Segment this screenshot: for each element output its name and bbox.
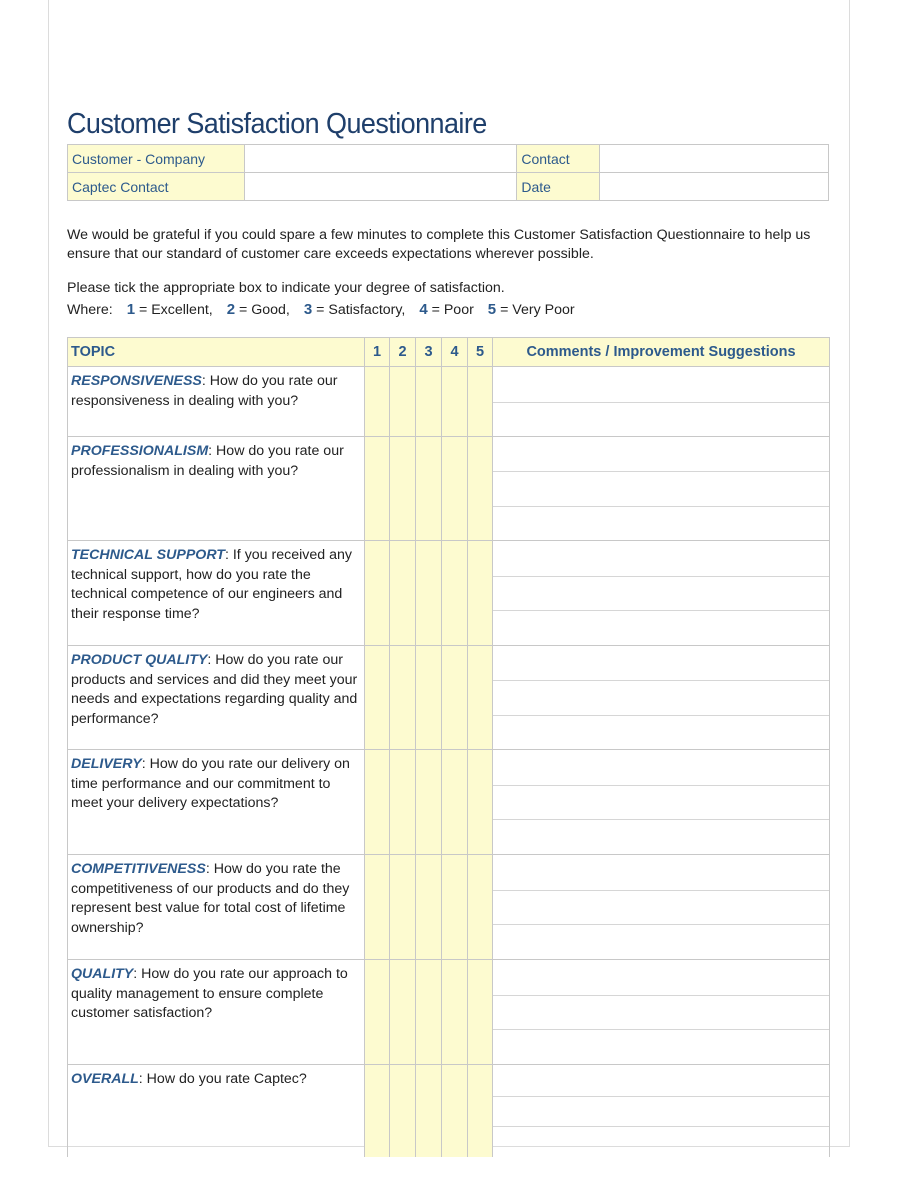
rating-box-3[interactable] xyxy=(416,855,442,960)
question-keyword: PROFESSIONALISM xyxy=(71,443,209,459)
rating-header-4: 4 xyxy=(442,338,468,367)
rating-box-5[interactable] xyxy=(468,855,493,960)
scale-num-1: 1 xyxy=(126,301,136,318)
question-keyword: QUALITY xyxy=(71,966,134,982)
customer-company-field[interactable] xyxy=(244,145,517,173)
rating-box-1[interactable] xyxy=(365,541,390,646)
intro-paragraph: We would be grateful if you could spare a few minutes to complete this Customer Satisfaction Questionnaire to help us ensure that our standard of customer care exceeds expectations wherever possible. xyxy=(67,227,811,262)
question-topic xyxy=(68,1065,365,1158)
rating-box-2[interactable] xyxy=(390,541,416,646)
question-keyword: RESPONSIVENESS xyxy=(71,373,202,389)
question-keyword: DELIVERY xyxy=(71,756,142,772)
rating-box-4[interactable] xyxy=(442,1065,468,1158)
question-row xyxy=(68,367,830,437)
rating-box-1[interactable] xyxy=(365,855,390,960)
rating-box-2[interactable] xyxy=(390,855,416,960)
question-text: : How do you rate our approach to quality management to ensure complete customer satisfaction? xyxy=(71,966,348,1021)
question-topic xyxy=(68,437,365,541)
question-text: : How do you rate the competitiveness of our products and do they represent best value for total cost of lifetime ownership? xyxy=(71,861,350,936)
comment-field[interactable] xyxy=(493,646,830,750)
question-keyword: PRODUCT QUALITY xyxy=(71,652,208,668)
rating-box-4[interactable] xyxy=(442,541,468,646)
question-row xyxy=(68,855,830,960)
rating-box-1[interactable] xyxy=(365,646,390,750)
scale-text-3: = Satisfactory, xyxy=(316,302,406,318)
rating-header-1: 1 xyxy=(365,338,390,367)
comment-line xyxy=(493,576,829,577)
page-title: Customer Satisfaction Questionnaire xyxy=(67,108,487,140)
contact-label: Contact xyxy=(517,145,600,173)
comment-line xyxy=(493,1096,829,1097)
rating-box-2[interactable] xyxy=(390,437,416,541)
question-topic xyxy=(68,541,365,646)
rating-box-3[interactable] xyxy=(416,1065,442,1158)
comment-line xyxy=(493,890,829,891)
rating-box-1[interactable] xyxy=(365,960,390,1065)
rating-box-5[interactable] xyxy=(468,1065,493,1158)
rating-box-3[interactable] xyxy=(416,960,442,1065)
question-text: : How do you rate our responsiveness in dealing with you? xyxy=(71,373,338,409)
scale-text-4: = Poor xyxy=(431,302,474,318)
rating-box-2[interactable] xyxy=(390,960,416,1065)
rating-box-4[interactable] xyxy=(442,960,468,1065)
question-topic xyxy=(68,960,365,1065)
rating-header-3: 3 xyxy=(416,338,442,367)
rating-box-1[interactable] xyxy=(365,1065,390,1158)
question-topic xyxy=(68,855,365,960)
question-row xyxy=(68,437,830,541)
rating-box-3[interactable] xyxy=(416,367,442,437)
comment-line xyxy=(493,785,829,786)
rating-box-2[interactable] xyxy=(390,1065,416,1158)
question-row xyxy=(68,960,830,1065)
rating-header-5: 5 xyxy=(468,338,493,367)
comment-line xyxy=(493,1029,829,1030)
question-row xyxy=(68,1065,830,1158)
question-topic xyxy=(68,646,365,750)
question-topic xyxy=(68,750,365,855)
scale-text-5: = Very Poor xyxy=(500,302,575,318)
rating-box-2[interactable] xyxy=(390,646,416,750)
comment-field[interactable] xyxy=(493,1065,830,1158)
rating-box-5[interactable] xyxy=(468,367,493,437)
rating-box-1[interactable] xyxy=(365,750,390,855)
comment-line xyxy=(493,819,829,820)
captec-contact-label: Captec Contact xyxy=(68,173,245,201)
rating-box-3[interactable] xyxy=(416,541,442,646)
comment-line xyxy=(493,715,829,716)
date-label: Date xyxy=(517,173,600,201)
rating-scale xyxy=(67,299,575,321)
rating-box-3[interactable] xyxy=(416,646,442,750)
rating-box-3[interactable] xyxy=(416,437,442,541)
comments-header: Comments / Improvement Suggestions xyxy=(493,338,830,367)
rating-box-4[interactable] xyxy=(442,367,468,437)
comment-field[interactable] xyxy=(493,855,830,960)
customer-company-label: Customer - Company xyxy=(68,145,245,173)
rating-box-5[interactable] xyxy=(468,960,493,1065)
rating-box-5[interactable] xyxy=(468,437,493,541)
rating-box-5[interactable] xyxy=(468,541,493,646)
rating-box-5[interactable] xyxy=(468,750,493,855)
rating-box-4[interactable] xyxy=(442,855,468,960)
scale-text-1: = Excellent, xyxy=(138,302,213,318)
question-keyword: OVERALL xyxy=(71,1071,139,1087)
rating-box-5[interactable] xyxy=(468,646,493,750)
comment-line xyxy=(493,610,829,611)
comment-field[interactable] xyxy=(493,437,830,541)
rating-box-4[interactable] xyxy=(442,750,468,855)
comment-field[interactable] xyxy=(493,750,830,855)
question-text: : How do you rate our delivery on time performance and our commitment to meet your delivery expectations? xyxy=(71,756,350,811)
rating-box-3[interactable] xyxy=(416,750,442,855)
question-keyword: COMPETITIVENESS xyxy=(71,861,206,877)
scale-num-3: 3 xyxy=(303,301,313,318)
comment-field[interactable] xyxy=(493,960,830,1065)
scale-num-5: 5 xyxy=(487,301,497,318)
instruction-text: Please tick the appropriate box to indicate your degree of satisfaction. xyxy=(67,280,505,296)
comment-line xyxy=(493,402,829,403)
question-text: : How do you rate Captec? xyxy=(138,1071,307,1087)
contact-field[interactable] xyxy=(600,145,829,173)
topic-header: TOPIC xyxy=(68,338,365,367)
customer-info-table xyxy=(67,144,829,201)
rating-box-2[interactable] xyxy=(390,750,416,855)
comment-line xyxy=(493,1126,829,1127)
question-keyword: TECHNICAL SUPPORT xyxy=(71,547,225,563)
question-text: : How do you rate our products and services and did they meet your needs and expectations regarding quality and performance? xyxy=(71,652,358,727)
comment-field[interactable] xyxy=(493,367,830,437)
scale-num-4: 4 xyxy=(419,301,428,318)
rating-instructions xyxy=(67,278,575,321)
question-row xyxy=(68,750,830,855)
rating-box-1[interactable] xyxy=(365,437,390,541)
question-row xyxy=(68,541,830,646)
comment-field[interactable] xyxy=(493,541,830,646)
questionnaire-table xyxy=(67,337,830,1157)
question-topic xyxy=(68,367,365,437)
comment-line xyxy=(493,924,829,925)
scale-text-2: = Good, xyxy=(238,302,290,318)
rating-box-1[interactable] xyxy=(365,367,390,437)
comment-line xyxy=(493,995,829,996)
rating-box-4[interactable] xyxy=(442,437,468,541)
where-label: Where: xyxy=(67,302,113,318)
rating-box-2[interactable] xyxy=(390,367,416,437)
comment-line xyxy=(493,506,829,507)
question-text: : How do you rate our professionalism in dealing with you? xyxy=(71,443,344,479)
captec-contact-field[interactable] xyxy=(244,173,517,201)
date-field[interactable] xyxy=(600,173,829,201)
rating-box-4[interactable] xyxy=(442,646,468,750)
comment-line xyxy=(493,680,829,681)
rating-header-2: 2 xyxy=(390,338,416,367)
question-row xyxy=(68,646,830,750)
comment-line xyxy=(493,471,829,472)
scale-num-2: 2 xyxy=(226,301,236,318)
question-text: : If you received any technical support, how do you rate the technical competence of our engineers and their response time? xyxy=(71,547,352,622)
